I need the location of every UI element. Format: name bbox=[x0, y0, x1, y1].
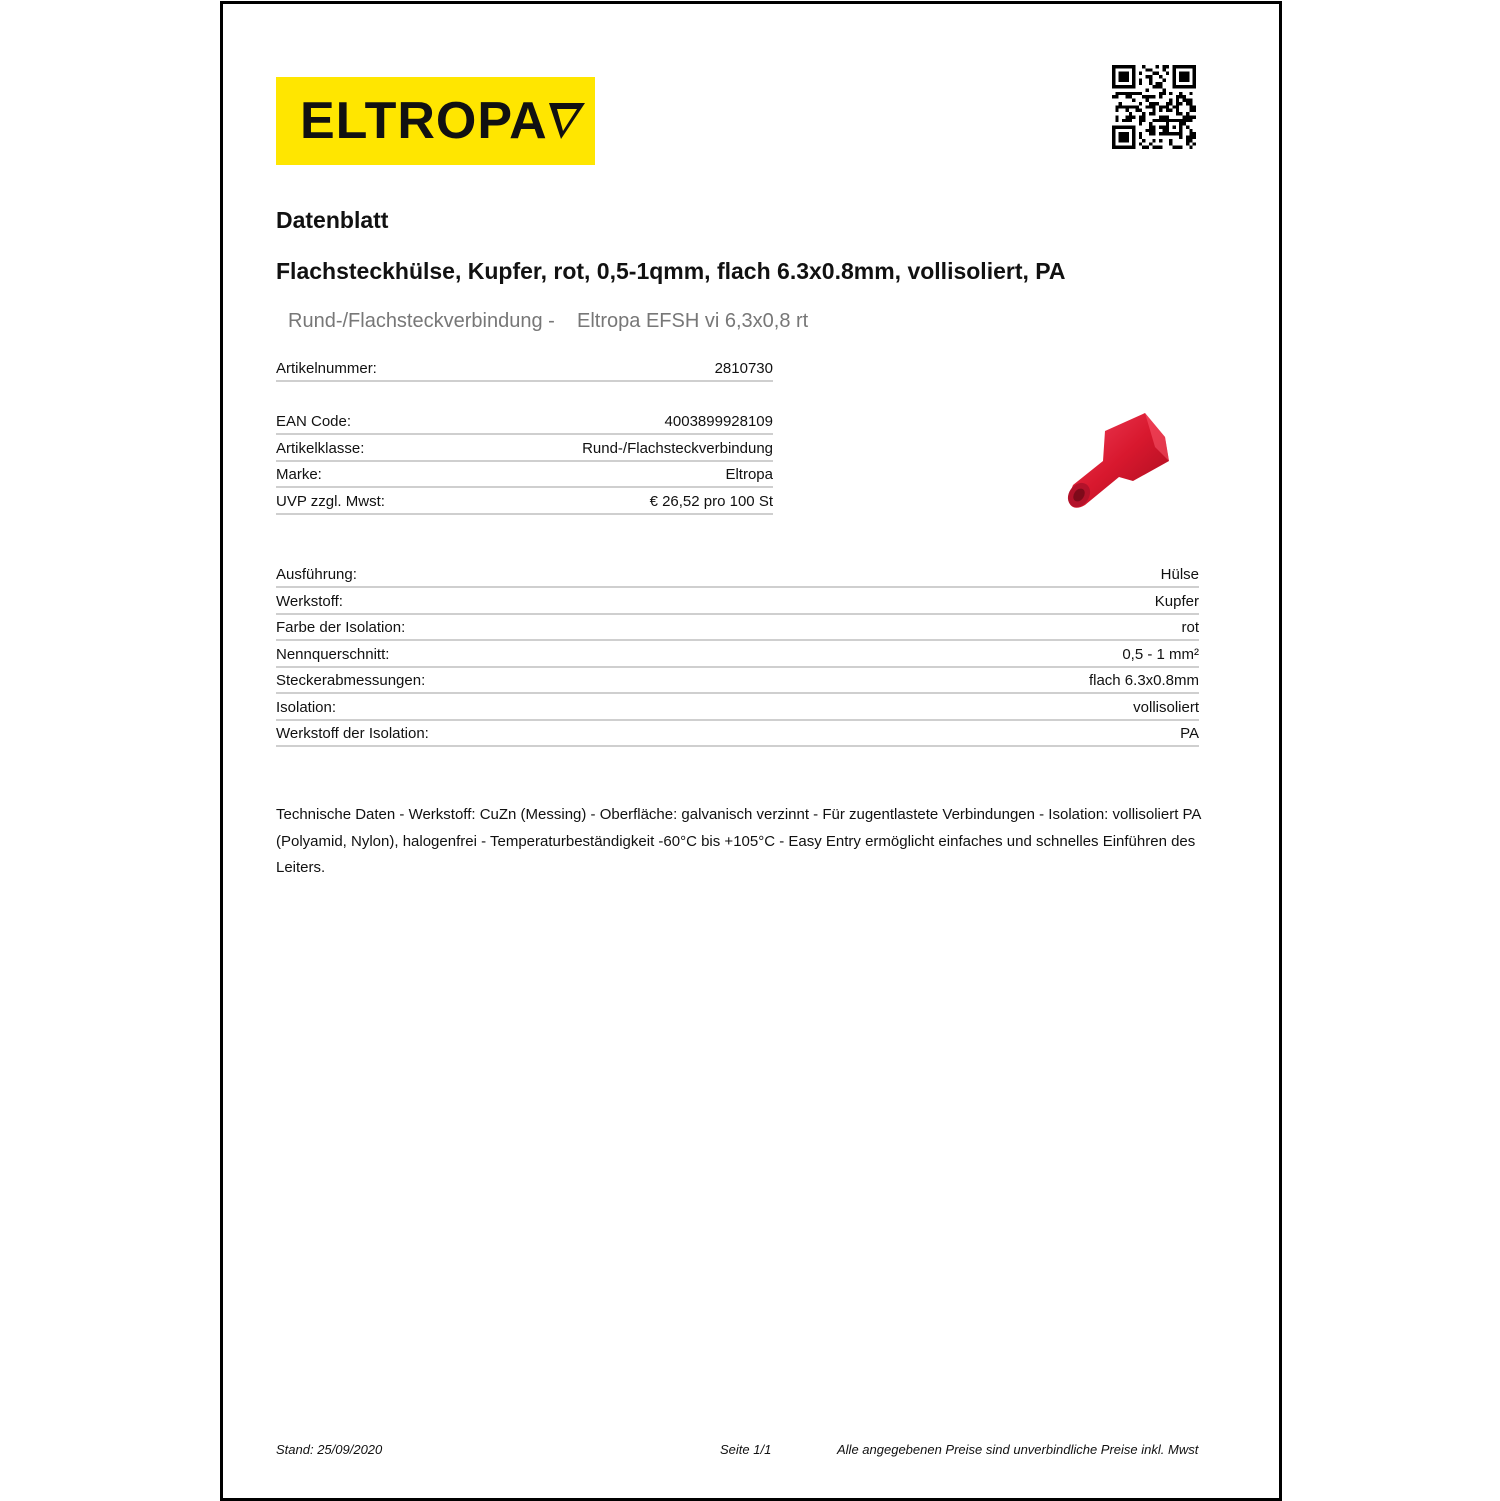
qr-code-icon bbox=[1112, 65, 1196, 149]
spec-value: flach 6.3x0.8mm bbox=[1088, 672, 1199, 689]
spec-row bbox=[276, 589, 1199, 615]
info-label: UVP zzgl. Mwst: bbox=[276, 493, 385, 510]
spec-value: 0,5 - 1 mm² bbox=[1122, 646, 1199, 663]
logo-text: ELTROPA bbox=[300, 92, 548, 150]
article-number-value: 2810730 bbox=[714, 360, 773, 377]
product-title: Flachsteckhülse, Kupfer, rot, 0,5-1qmm, flach 6.3x0.8mm, vollisoliert, PA bbox=[276, 258, 1066, 284]
eltropa-logo bbox=[276, 77, 595, 165]
spec-value: Hülse bbox=[1160, 566, 1199, 583]
info-label: Marke: bbox=[276, 466, 322, 483]
info-row bbox=[276, 436, 773, 462]
spec-label: Nennquerschnitt: bbox=[276, 646, 390, 663]
spec-row bbox=[276, 721, 1199, 747]
technical-description: Technische Daten - Werkstoff: CuZn (Messing) - Oberfläche: galvanisch verzinnt - Für zugentlastete Verbindungen - Isolation: vollisoliert PA (Polyamid, Nylon), halogenfrei - Temperaturbeständigkeit -60°C bis +105°C - Easy Entry ermöglicht einfaches und schnelles Einführen des Leiters. bbox=[276, 806, 1201, 876]
spec-row bbox=[276, 668, 1199, 694]
spec-label: Steckerabmessungen: bbox=[276, 672, 426, 689]
spec-label: Werkstoff: bbox=[276, 593, 343, 610]
info-label: EAN Code: bbox=[276, 413, 352, 430]
article-number-row bbox=[276, 356, 773, 382]
footer-page: Seite 1/1 bbox=[720, 1442, 772, 1457]
info-value: Rund-/Flachsteckverbindung bbox=[582, 440, 773, 457]
product-image bbox=[1045, 407, 1175, 517]
article-number-label: Artikelnummer: bbox=[276, 360, 377, 377]
footer-date: Stand: 25/09/2020 bbox=[276, 1442, 383, 1457]
spec-row bbox=[276, 642, 1199, 668]
spec-label: Farbe der Isolation: bbox=[276, 619, 406, 636]
info-label: Artikelklasse: bbox=[276, 440, 365, 457]
spec-value: rot bbox=[1181, 619, 1199, 636]
spec-row bbox=[276, 695, 1199, 721]
spec-value: vollisoliert bbox=[1133, 699, 1199, 716]
info-value: Eltropa bbox=[725, 466, 773, 483]
spec-label: Werkstoff der Isolation: bbox=[276, 725, 429, 742]
spec-row bbox=[276, 615, 1199, 641]
footer-note: Alle angegebenen Preise sind unverbindliche Preise inkl. Mwst bbox=[837, 1442, 1199, 1457]
spec-label: Isolation: bbox=[276, 699, 337, 716]
info-value: € 26,52 pro 100 St bbox=[649, 493, 773, 510]
document-heading: Datenblatt bbox=[276, 207, 389, 233]
info-value: 4003899928109 bbox=[664, 413, 773, 430]
info-row bbox=[276, 489, 773, 515]
spec-label: Ausführung: bbox=[276, 566, 357, 583]
info-row bbox=[276, 462, 773, 488]
product-subtitle: Rund-/Flachsteckverbindung - Eltropa EFSH vi 6,3x0,8 rt bbox=[288, 310, 809, 332]
logo-triangle-icon bbox=[547, 101, 587, 141]
datasheet-page bbox=[220, 1, 1282, 1501]
spec-row bbox=[276, 562, 1199, 588]
info-row bbox=[276, 409, 773, 435]
spec-value: Kupfer bbox=[1154, 593, 1199, 610]
spec-value: PA bbox=[1180, 725, 1199, 742]
